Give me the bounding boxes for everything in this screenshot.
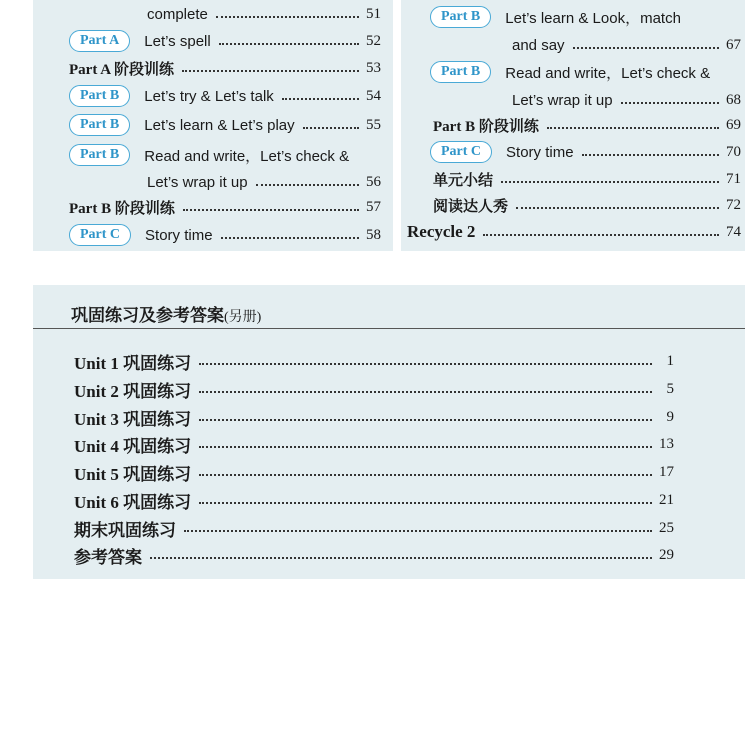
entry-label: Unit 1 巩固练习 (74, 353, 192, 373)
entry-label: Let’s try & Let’s talk (144, 87, 274, 105)
entry-label: Read and write，Let’s check & (505, 64, 711, 82)
entry-page: 52 (366, 32, 381, 49)
entry-label: Let’s learn & Let’s play (144, 116, 295, 134)
entry-page: 71 (726, 170, 741, 187)
toc-entry[interactable] (74, 542, 674, 568)
entry-label: Part B 阶段训练 (69, 200, 175, 217)
entry-page: 5 (666, 380, 674, 397)
toc-entry[interactable] (74, 404, 674, 430)
practice-answers-panel (33, 285, 745, 579)
section-title-text: 巩固练习及参考答案 (71, 306, 224, 325)
toc-entry[interactable] (69, 56, 381, 80)
toc-entry[interactable] (433, 193, 741, 217)
entry-page: 51 (366, 5, 381, 22)
entry-page: 68 (726, 91, 741, 108)
dot-leader (184, 530, 652, 532)
toc-entry[interactable] (74, 459, 674, 485)
part-badge: Part A (69, 30, 130, 52)
entry-page: 57 (366, 198, 381, 215)
entry-page: 53 (366, 59, 381, 76)
dot-leader (256, 184, 359, 186)
dot-leader (582, 154, 719, 156)
toc-entry[interactable] (69, 29, 381, 53)
entry-label: Let’s spell (144, 32, 211, 50)
left-toc-panel (33, 0, 393, 251)
dot-leader (199, 363, 652, 365)
dot-leader (303, 127, 359, 129)
toc-entry-continuation[interactable] (512, 88, 741, 112)
toc-entry[interactable] (430, 5, 741, 29)
toc-entry[interactable] (69, 84, 381, 108)
entry-label: Unit 4 巩固练习 (74, 436, 192, 456)
part-badge: Part B (69, 114, 130, 136)
dot-leader (216, 16, 359, 18)
dot-leader (199, 419, 652, 421)
section-subtitle: (另册) (224, 310, 262, 325)
dot-leader (150, 557, 652, 559)
toc-entry-continuation[interactable] (147, 170, 381, 194)
entry-page: 13 (659, 435, 674, 452)
section-title (71, 301, 261, 326)
entry-label: 单元小结 (433, 172, 494, 189)
dot-leader (501, 181, 719, 183)
toc-entry[interactable] (430, 60, 741, 84)
toc-entry[interactable] (433, 167, 741, 191)
dot-leader (219, 43, 359, 45)
toc-entry[interactable] (74, 376, 674, 402)
dot-leader (199, 502, 652, 504)
entry-label: Story time (506, 143, 574, 161)
dot-leader (199, 474, 652, 476)
entry-page: 54 (366, 87, 381, 104)
entry-page: 25 (659, 519, 674, 536)
entry-label: 参考答案 (74, 547, 142, 567)
entry-page: 70 (726, 143, 741, 160)
dot-leader (516, 207, 719, 209)
entry-page: 74 (726, 223, 741, 240)
entry-page: 21 (659, 491, 674, 508)
entry-page: 29 (659, 546, 674, 563)
entry-label: Recycle 2 (407, 222, 476, 241)
entry-label: Part A 阶段训练 (69, 61, 174, 78)
entry-label: Part B 阶段训练 (433, 118, 539, 135)
toc-entry-complete[interactable] (147, 2, 381, 26)
entry-label: 阅读达人秀 (433, 198, 509, 215)
entry-label: 期末巩固练习 (74, 520, 176, 540)
dot-leader (199, 391, 652, 393)
toc-entry[interactable] (430, 140, 741, 164)
toc-entry[interactable] (74, 515, 674, 541)
entry-label: Unit 6 巩固练习 (74, 492, 192, 512)
toc-entry[interactable] (74, 348, 674, 374)
part-badge: Part B (430, 61, 491, 83)
toc-entry[interactable] (74, 487, 674, 513)
dot-leader (547, 127, 719, 129)
dot-leader (621, 102, 719, 104)
toc-entry-recycle[interactable] (407, 220, 741, 244)
entry-page: 55 (366, 116, 381, 133)
dot-leader (221, 237, 359, 239)
entry-page: 56 (366, 173, 381, 190)
dot-leader (573, 47, 719, 49)
entry-label: Unit 3 巩固练习 (74, 409, 192, 429)
entry-label: Unit 2 巩固练习 (74, 381, 192, 401)
dot-leader (183, 209, 359, 211)
entry-page: 69 (726, 116, 741, 133)
entry-label: Let’s wrap it up (512, 91, 613, 109)
dot-leader (282, 98, 359, 100)
part-badge: Part B (69, 85, 130, 107)
part-badge: Part C (430, 141, 492, 163)
toc-entry[interactable] (74, 431, 674, 457)
part-badge: Part C (69, 224, 131, 246)
entry-label: and say (512, 36, 565, 54)
entry-label: Unit 5 巩固练习 (74, 464, 192, 484)
entry-label: Let’s learn & Look，match (505, 9, 681, 27)
entry-page: 1 (666, 352, 674, 369)
entry-page: 9 (666, 408, 674, 425)
toc-entry-continuation[interactable] (512, 33, 741, 57)
toc-entry[interactable] (69, 223, 381, 247)
divider (33, 328, 745, 329)
entry-page: 72 (726, 196, 741, 213)
part-badge: Part B (69, 144, 130, 166)
entry-label: Read and write，Let’s check & (144, 147, 350, 165)
entry-page: 17 (659, 463, 674, 480)
right-toc-panel (401, 0, 745, 251)
toc-entry[interactable] (69, 113, 381, 137)
toc-entry[interactable] (69, 143, 381, 167)
entry-label: complete (147, 5, 208, 23)
entry-page: 58 (366, 226, 381, 243)
dot-leader (182, 70, 359, 72)
entry-page: 67 (726, 36, 741, 53)
dot-leader (199, 446, 652, 448)
dot-leader (483, 234, 719, 236)
entry-label: Story time (145, 226, 213, 244)
toc-entry[interactable] (69, 195, 381, 219)
toc-entry[interactable] (433, 113, 741, 137)
part-badge: Part B (430, 6, 491, 28)
entry-label: Let’s wrap it up (147, 173, 248, 191)
